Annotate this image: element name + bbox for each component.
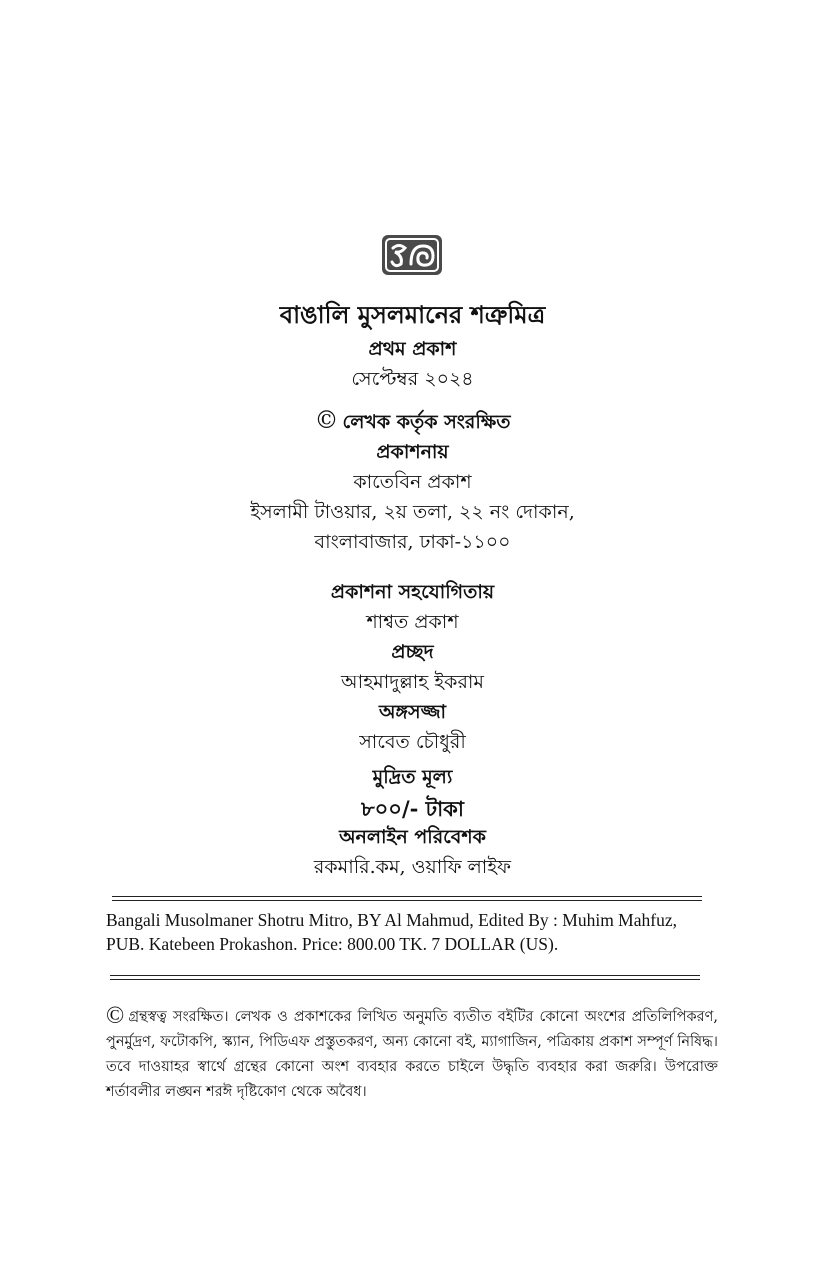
- copublisher-label: প্রকাশনা সহযোগিতায়: [330, 581, 495, 603]
- copyright-line: [0, 406, 825, 440]
- copyright-text: লেখক কর্তৃক সংরক্ষিত: [342, 411, 511, 433]
- english-info-line-1: Bangali Musolmaner Shotru Mitro, BY Al Mahmud, Edited By : Muhim Mahfuz,: [106, 910, 677, 930]
- distributor-label: অনলাইন পরিবেশক: [339, 826, 486, 848]
- cover-artist: আহমাদুল্লাহ ইকরাম: [341, 671, 484, 693]
- layout-label: অঙ্গসজ্জা: [378, 701, 447, 723]
- publisher-logo-icon: [381, 234, 443, 276]
- divider-top: [112, 896, 702, 901]
- notice-copyright-symbol: ©: [106, 1003, 125, 1029]
- distributor-names: রকমারি.কম, ওয়াফি লাইফ: [313, 856, 512, 878]
- publisher-label: প্রকাশনায়: [376, 441, 449, 463]
- english-info-line-2: PUB. Katebeen Prokashon. Price: 800.00 TK. 7 DOLLAR (US).: [106, 934, 559, 954]
- notice-text: গ্রন্থস্বত্ব সংরক্ষিত। লেখক ও প্রকাশকের লিখিত অনুমতি ব্যতীত বইটির কোনো অংশের প্রতিলিপিকরণ, পুনর্মুদ্রণ, ফটোকপি, স্ক্যান, পিডিএফ প্রস্তুতকরণ, অন্য কোনো বই, ম্যাগাজিন, পত্রিকায় প্রকাশ সম্পূর্ণ নিষিদ্ধ। তবে দাওয়াহর স্বার্থে গ্রন্থের কোনো অংশ ব্যবহার করতে চাইলে উদ্ধৃতি ব্যবহার করা জরুরি। উপরোক্ত শর্তাবলীর লঙ্ঘন শরঈ দৃষ্টিকোণ থেকে অবৈধ।: [106, 1009, 718, 1100]
- copyright-notice: [106, 1004, 718, 1105]
- price-value: ৮০০/- টাকা: [361, 796, 464, 821]
- layout-artist: সাবেত চৌধুরী: [359, 731, 466, 753]
- first-edition-label: প্রথম প্রকাশ: [368, 338, 457, 360]
- divider-bottom: [110, 975, 700, 980]
- first-edition-date: সেপ্টেম্বর ২০২৪: [351, 368, 474, 390]
- copyright-symbol: ©: [314, 406, 339, 434]
- publisher-name: কাতেবিন প্রকাশ: [353, 471, 472, 493]
- publisher-address-line-1: ইসলামী টাওয়ার, ২য় তলা, ২২ নং দোকান,: [250, 501, 575, 523]
- english-info: [106, 908, 746, 956]
- copublisher-name: শাশ্বত প্রকাশ: [366, 611, 459, 633]
- price-label: মুদ্রিত মূল্য: [372, 766, 453, 788]
- book-title: বাঙালি মুসলমানের শত্রুমিত্র: [279, 300, 546, 329]
- publisher-address-line-2: বাংলাবাজার, ঢাকা-১১০০: [314, 531, 511, 553]
- cover-label: প্রচ্ছদ: [391, 641, 434, 663]
